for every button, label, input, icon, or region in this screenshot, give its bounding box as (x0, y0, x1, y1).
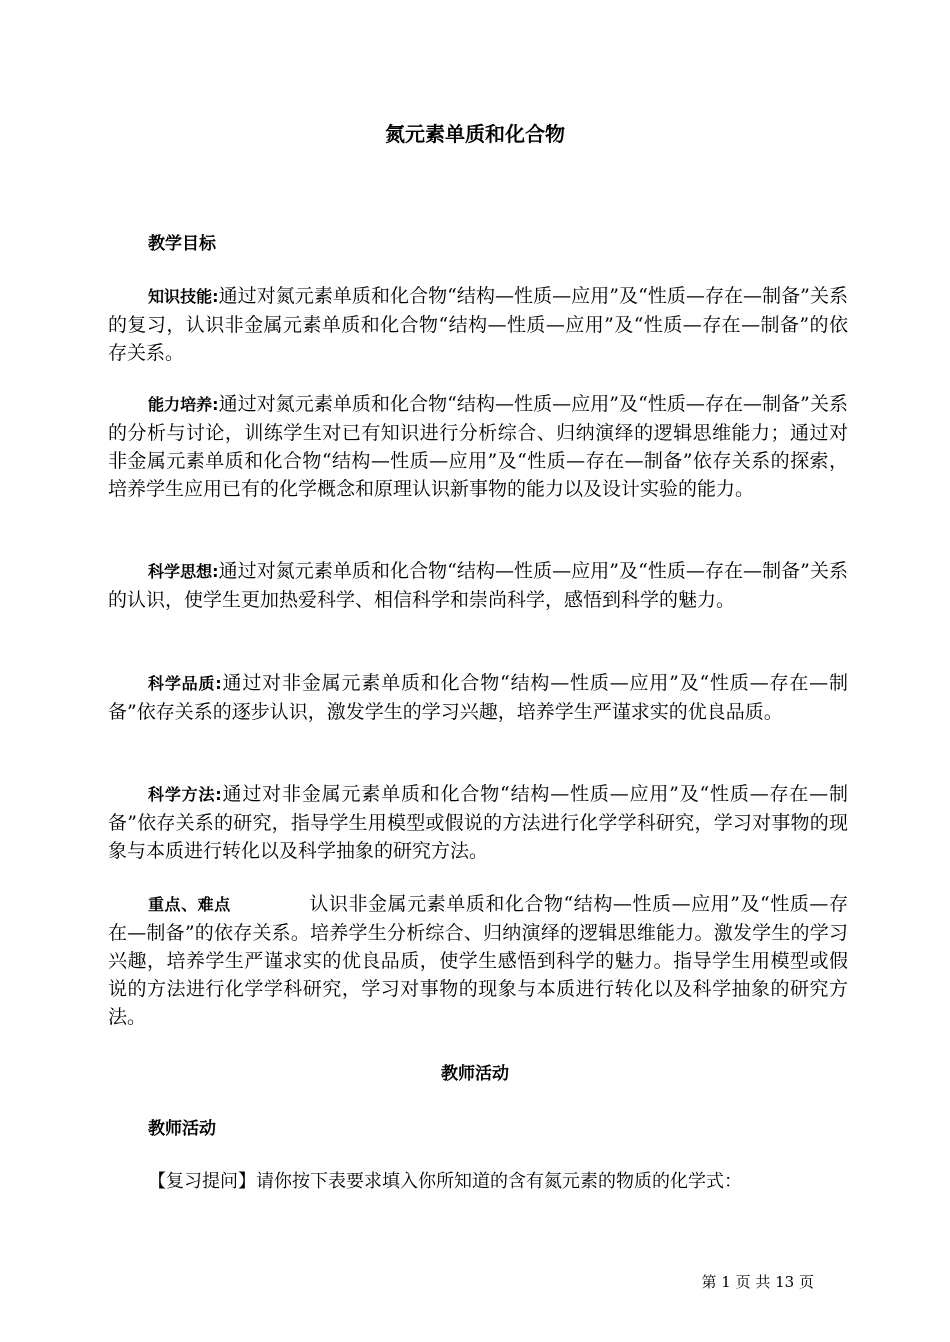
objective-label: 知识技能: (148, 287, 219, 306)
objective-label: 重点、难点 (148, 895, 231, 914)
objective-text: 通过对非金属元素单质和化合物“结构—性质—应用”及“性质—存在—制备”依存关系的逐步认识，激发学生的学习兴趣，培养学生严谨求实的优良品质。 (108, 672, 848, 723)
objective-label: 科学品质: (148, 674, 222, 693)
objective-label: 能力培养: (148, 395, 219, 414)
objective-knowledge (108, 282, 848, 367)
objective-label: 科学方法: (148, 785, 222, 804)
objective-text: 通过对非金属元素单质和化合物“结构—性质—应用”及“性质—存在—制备”依存关系的研究，指导学生用模型或假说的方法进行化学学科研究，学习对事物的现象与本质进行转化以及科学抽象的研究方法。 (108, 783, 848, 862)
objective-quality (108, 669, 848, 726)
objective-text: 认识非金属元素单质和化合物“结构—性质—应用”及“性质—存在—制备”的依存关系。培养学生分析综合、归纳演绎的逻辑思维能力。激发学生的学习兴趣，培养学生严谨求实的优良品质，使学生感悟到科学的魅力。指导学生用模型或假说的方法进行化学学科研究，学习对事物的现象与本质进行转化以及科学抽象的研究方法。 (108, 893, 848, 1028)
objective-ability (108, 390, 848, 503)
key-difficult-points (108, 890, 848, 1031)
page-footer: 第 1 页 共 13 页 (701, 1273, 814, 1291)
review-prompt: 【复习提问】请你按下表要求填入你所知道的含有氮元素的物质的化学式： (148, 1171, 742, 1192)
section-heading-objectives: 教学目标 (148, 234, 216, 254)
document-title: 氮元素单质和化合物 (385, 122, 565, 146)
objective-text: 通过对氮元素单质和化合物“结构—性质—应用”及“性质—存在—制备”关系的分析与讨论，训练学生对已有知识进行分析综合、归纳演绎的逻辑思维能力；通过对非金属元素单质和化合物“结构—性质—应用”及“性质—存在—制备”依存关系的探索，培养学生应用已有的化学概念和原理认识新事物的能力以及设计实验的能力。 (108, 393, 848, 500)
objective-text: 通过对氮元素单质和化合物“结构—性质—应用”及“性质—存在—制备”关系的复习，认识非金属元素单质和化合物“结构—性质—应用”及“性质—存在—制备”的依存关系。 (108, 285, 848, 364)
objective-method (108, 780, 848, 865)
objective-label: 科学思想: (148, 562, 219, 581)
teacher-activity-heading: 教师活动 (148, 1119, 216, 1139)
teacher-activity-center-heading: 教师活动 (441, 1064, 509, 1084)
objective-text: 通过对氮元素单质和化合物“结构—性质—应用”及“性质—存在—制备”关系的认识，使学生更加热爱科学、相信科学和崇尚科学，感悟到科学的魅力。 (108, 560, 848, 611)
objective-thought (108, 557, 848, 614)
